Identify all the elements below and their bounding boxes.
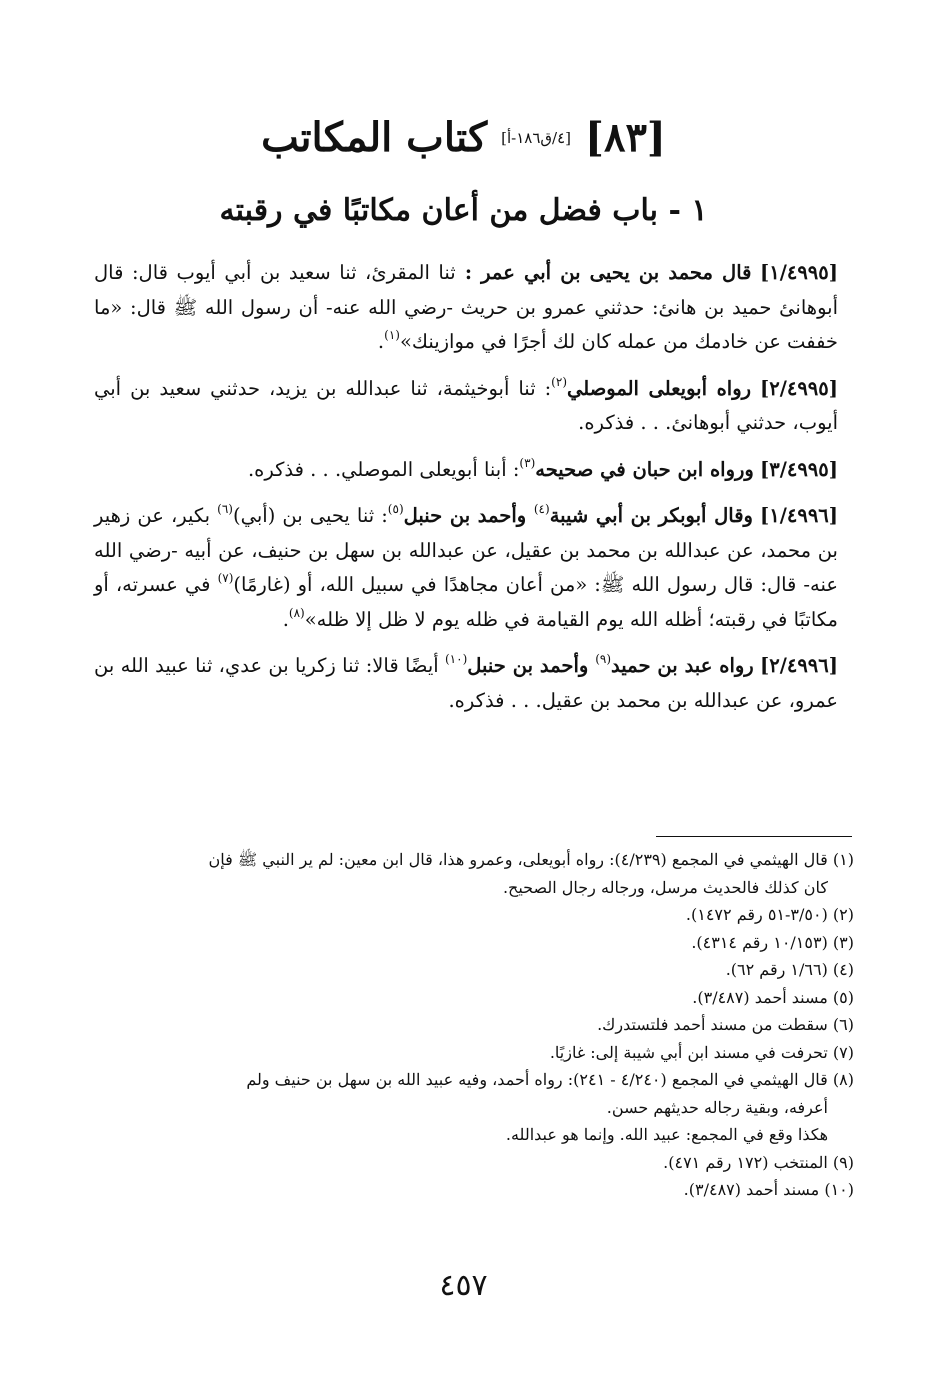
hadith-text: .: [282, 607, 289, 631]
hadith-number: [٢/٤٩٩٦]: [760, 654, 838, 677]
footnotes: [82, 846, 854, 1204]
hadith-text: أيضًا قالا: ثنا زكريا بن عدي، ثنا عبيد الله بن عمرو، عن عبدالله بن محمد بن عقيل. . . فذكره.: [94, 654, 838, 712]
footnote-item: (٤) (١/٦٦ رقم ٦٢).: [725, 960, 854, 979]
narrator-lead: رواه عبد بن حميد: [611, 654, 754, 677]
narrator-lead: قال محمد بن يحيى بن أبي عمر :: [455, 261, 752, 284]
footnote-item: (٣) (١٠/١٥٣ رقم ٤٣١٤).: [691, 932, 854, 952]
footnote-marker: (٧): [217, 571, 234, 585]
narrator-lead: وقال أبوبكر بن أبي شيبة: [549, 504, 753, 527]
narrator-lead: وأحمد بن حنبل: [467, 654, 596, 677]
book-title: كتاب المكاتب: [261, 114, 488, 161]
footnote-item: (٦) سقطت من مسند أحمد فلتستدرك.: [597, 1015, 854, 1034]
footnote-divider: [656, 836, 852, 837]
hadith-text: : ثنا يحيى بن (أبي): [232, 504, 388, 527]
hadith-text: .: [377, 330, 385, 353]
footnote-marker: (٩): [595, 652, 612, 666]
hadith-text: بكير، عن زهير بن محمد، عن عبدالله بن محمد بن عقيل، عن عبدالله بن سهل بن حنيف، عن أبيه -رضي الله عنه- قال: قال رسول الله ﷺ: «من أعان مجاهدًا في سبيل الله، أو (غارمًا): [94, 504, 838, 596]
footnote-item: (٧) تحرفت في مسند ابن أبي شيبة إلى: غازيًا.: [549, 1042, 854, 1062]
footnote-marker: (١٠): [444, 652, 468, 666]
hadith-paragraph: [94, 453, 838, 488]
footnote-continuation: كان كذلك فالحديث مرسل، ورجاله رجال الصحيح.: [502, 877, 828, 897]
hadith-paragraph: [94, 649, 838, 718]
footnote-marker: (٥): [387, 502, 404, 516]
hadith-text: في عسرته، أو مكاتبًا في رقبته؛ أظله الله يوم القيامة في ظله يوم لا ظل إلا ظله»: [94, 573, 838, 631]
book-heading: [0, 108, 927, 168]
footnote-item: (٥) مسند أحمد (٣/٤٨٧).: [692, 987, 854, 1007]
footnote-item: (٩) المنتخب (١٧٢ رقم ٤٧١).: [663, 1152, 854, 1172]
footnote-item: (١) قال الهيثمي في المجمع (٤/٢٣٩): رواه أبويعلى، وعمرو هذا، قال ابن معين: لم ير النبي ﷺ فإن: [208, 850, 854, 869]
footnote-item: (٨) قال الهيثمي في المجمع (٤/٢٤٠ - ٢٤١): رواه أحمد، وفيه عبيد الله بن سهل بن حنيف ولم: [246, 1070, 854, 1089]
hadith-number: [١/٤٩٩٦]: [760, 504, 839, 527]
page-number: ٤٥٧: [439, 1268, 488, 1303]
narrator-lead: وأحمد بن حنبل: [403, 504, 534, 527]
footnote-continuation: أعرفه، وبقية رجاله حديثهم حسن.: [606, 1097, 828, 1117]
book-number: [٨٣]: [585, 114, 666, 161]
hadith-paragraph: [94, 372, 838, 441]
footnote-marker: (٣): [519, 455, 536, 470]
narrator-lead: رواه أبويعلى الموصلي: [567, 376, 752, 400]
hadith-text: : أبنا أبويعلى الموصلي. . . فذكره.: [247, 457, 520, 481]
footnote-marker: (٨): [288, 605, 305, 620]
hadith-body: [94, 256, 838, 730]
hadith-text: : ثنا أبوخيثمة، ثنا عبدالله بن يزيد، حدثني سعيد بن أبي أيوب، حدثني أبوهانئ. . . فذكره.: [94, 376, 838, 434]
hadith-number: [٢/٤٩٩٥]: [760, 376, 838, 400]
footnote-marker: (٤): [533, 502, 550, 516]
hadith-number: [١/٤٩٩٥]: [760, 261, 838, 284]
footnote-marker: (٢): [551, 374, 567, 389]
footnote-marker: (٦): [217, 502, 233, 516]
footnote-item: (١٠) مسند أحمد (٣/٤٨٧).: [683, 1180, 854, 1199]
footnote-continuation: هكذا وقع في المجمع: عبيد الله. وإنما هو عبدالله.: [505, 1125, 828, 1144]
hadith-number: [٣/٤٩٩٥]: [760, 457, 838, 481]
hadith-paragraph: [94, 499, 838, 637]
footnote-item: (٢) (٣/٥٠-٥١ رقم ١٤٧٢).: [685, 905, 854, 924]
footnote-marker: (١): [384, 328, 400, 342]
chapter-title: ١ - باب فضل من أعان مكاتبًا في رقبته: [219, 193, 708, 228]
folio-reference: [٤/ق١٨٦-أ]: [501, 129, 572, 147]
narrator-lead: ورواه ابن حبان في صحيحه: [535, 457, 754, 481]
hadith-paragraph: [94, 256, 838, 360]
hadith-text: ثنا المقرئ، ثنا سعيد بن أبي أيوب قال: قال أبوهانئ حميد بن هانئ: حدثني عمرو بن حريث -رضي الله عنه- أن رسول الله ﷺ قال: «ما خففت عن خادمك من عمله كان لك أجرًا في موازينك»: [94, 261, 838, 353]
